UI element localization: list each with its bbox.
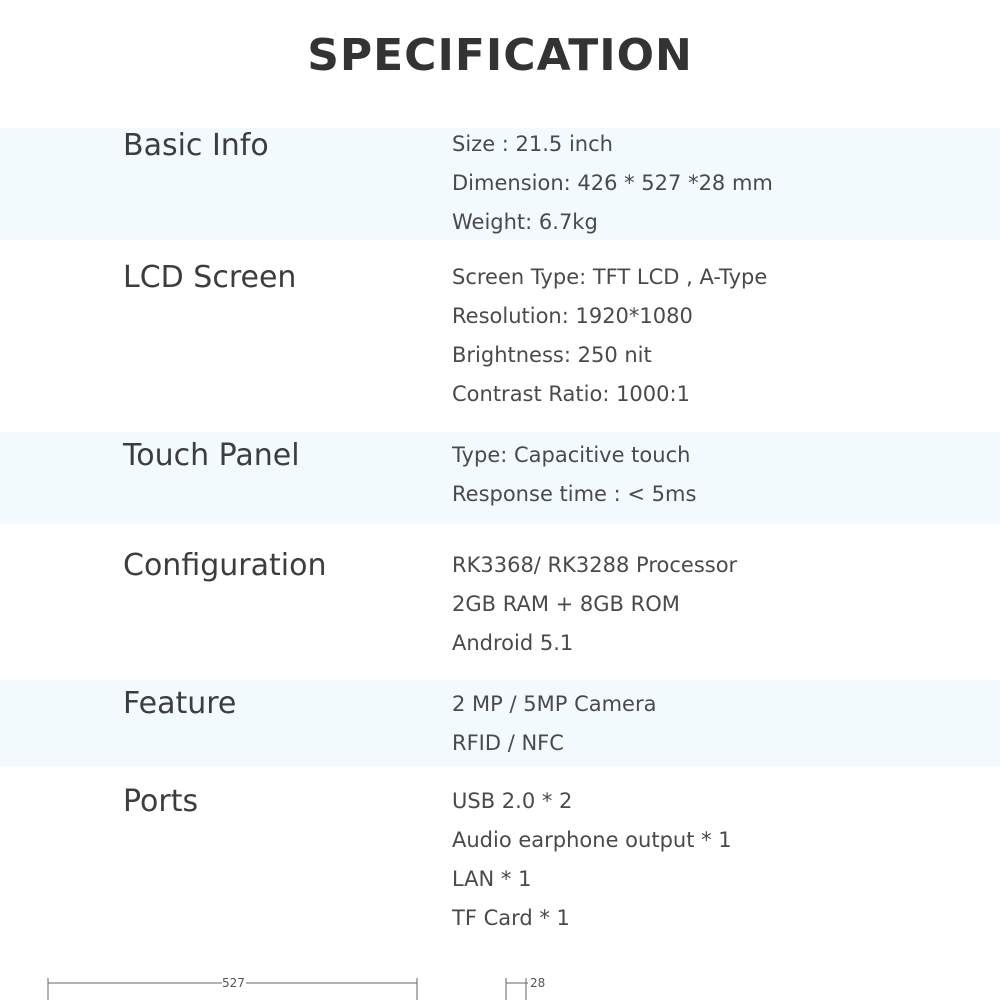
spec-values bbox=[452, 685, 656, 763]
spec-values bbox=[452, 782, 732, 938]
depth-dimension-label: 28 bbox=[530, 976, 546, 990]
spec-label: LCD Screen bbox=[123, 260, 297, 295]
spec-value: RFID / NFC bbox=[452, 731, 564, 755]
spec-row-feature bbox=[0, 680, 1000, 766]
spec-values bbox=[452, 436, 696, 514]
page-title: SPECIFICATION bbox=[307, 30, 693, 81]
spec-values bbox=[452, 125, 773, 242]
spec-value: 2GB RAM + 8GB ROM bbox=[452, 592, 680, 616]
spec-values bbox=[452, 258, 767, 414]
spec-row-touch-panel bbox=[0, 432, 1000, 524]
spec-value: Screen Type: TFT LCD , A-Type bbox=[452, 265, 768, 289]
spec-value: Resolution: 1920*1080 bbox=[452, 304, 693, 328]
spec-value: 2 MP / 5MP Camera bbox=[452, 692, 657, 716]
spec-value: Audio earphone output * 1 bbox=[452, 828, 732, 852]
spec-row-lcd-screen bbox=[0, 258, 1000, 418]
spec-value: Android 5.1 bbox=[452, 631, 574, 655]
width-dimension-label: 527 bbox=[222, 976, 245, 990]
spec-label: Feature bbox=[123, 686, 237, 721]
spec-value: Weight: 6.7kg bbox=[452, 210, 598, 234]
spec-value: Contrast Ratio: 1000:1 bbox=[452, 382, 690, 406]
spec-label: Basic Info bbox=[123, 128, 269, 163]
spec-label: Configuration bbox=[123, 548, 327, 583]
spec-value: RK3368/ RK3288 Processor bbox=[452, 553, 738, 577]
spec-value: LAN * 1 bbox=[452, 867, 532, 891]
dimension-drawing bbox=[0, 970, 1000, 1000]
spec-value: TF Card * 1 bbox=[452, 906, 570, 930]
spec-row-basic-info bbox=[0, 128, 1000, 240]
spec-value: Response time : < 5ms bbox=[452, 482, 697, 506]
spec-value: Dimension: 426 * 527 *28 mm bbox=[452, 171, 773, 195]
spec-value: Brightness: 250 nit bbox=[452, 343, 652, 367]
spec-value: Type: Capacitive touch bbox=[452, 443, 691, 467]
spec-row-ports bbox=[0, 782, 1000, 942]
spec-row-configuration bbox=[0, 546, 1000, 666]
depth-dimension-line bbox=[506, 978, 528, 1000]
spec-value: Size : 21.5 inch bbox=[452, 132, 613, 156]
spec-value: USB 2.0 * 2 bbox=[452, 789, 573, 813]
spec-label: Ports bbox=[123, 784, 199, 819]
spec-label: Touch Panel bbox=[123, 438, 300, 473]
spec-values bbox=[452, 546, 737, 663]
